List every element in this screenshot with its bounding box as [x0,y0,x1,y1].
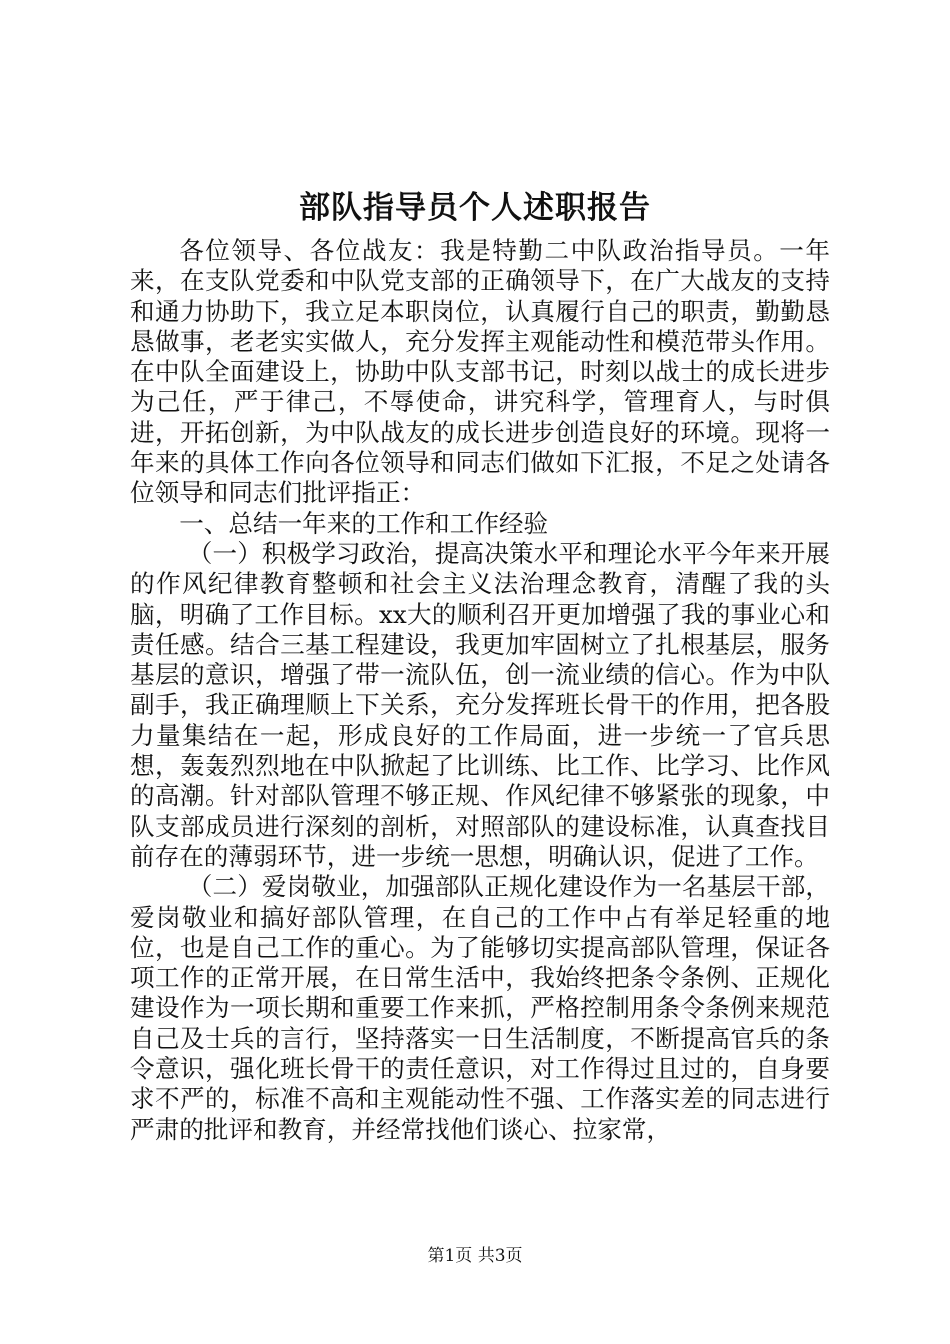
paragraph-intro: 各位领导、各位战友：我是特勤二中队政治指导员。一年来，在支队党委和中队党支部的正确领导下，在广大战友的支持和通力协助下，我立足本职岗位，认真履行自己的职责，勤勤恳恳做事，老老实实做人，充分发挥主观能动性和模范带头作用。在中队全面建设上，协助中队支部书记，时刻以战士的成长进步为己任，严于律己，不辱使命，讲究科学，管理育人，与时俱进，开拓创新，为中队战友的成长进步创造良好的环境。现将一年来的具体工作向各位领导和同志们做如下汇报，不足之处请各位领导和同志们批评指正： [130,236,830,508]
document-body [130,236,830,1145]
paragraph-section-1: （一）积极学习政治，提高决策水平和理论水平今年来开展的作风纪律教育整顿和社会主义法治理念教育，清醒了我的头脑，明确了工作目标。xx大的顺利召开更加增强了我的事业心和责任感。结合三基工程建设，我更加牢固树立了扎根基层，服务基层的意识，增强了带一流队伍，创一流业绩的信心。作为中队副手，我正确理顺上下关系，充分发挥班长骨干的作用，把各股力量集结在一起，形成良好的工作局面，进一步统一了官兵思想，轰轰烈烈地在中队掀起了比训练、比工作、比学习、比作风的高潮。针对部队管理不够正规、作风纪律不够紧张的现象，中队支部成员进行深刻的剖析，对照部队的建设标准，认真查找目前存在的薄弱环节，进一步统一思想，明确认识，促进了工作。 [130,538,830,871]
page-footer: 第1页 共3页 [427,1246,523,1266]
document-title: 部队指导员个人述职报告 [299,190,651,226]
section-heading: 一、总结一年来的工作和工作经验 [179,508,549,538]
paragraph-section-2: （二）爱岗敬业，加强部队正规化建设作为一名基层干部，爱岗敬业和搞好部队管理，在自己的工作中占有举足轻重的地位，也是自己工作的重心。为了能够切实提高部队管理，保证各项工作的正常开展，在日常生活中，我始终把条令条例、正规化建设作为一项长期和重要工作来抓，严格控制用条令条例来规范自己及士兵的言行，坚持落实一日生活制度，不断提高官兵的条令意识，强化班长骨干的责任意识，对工作得过且过的，自身要求不严的，标准不高和主观能动性不强、工作落实差的同志进行严肃的批评和教育，并经常找他们谈心、拉家常， [130,872,830,1144]
